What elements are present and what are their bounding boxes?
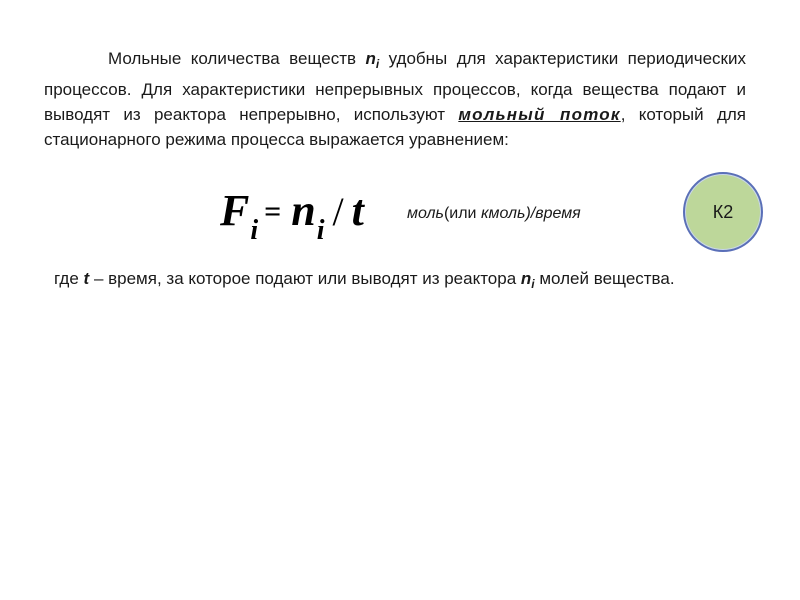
formula-lhs-subscript: i — [250, 215, 259, 246]
variable-n-subscript: i — [375, 57, 380, 71]
note-text-part2: – время, за которое подают или выводят из реактора — [89, 269, 521, 288]
main-text-part1: Мольные количества веществ — [108, 49, 366, 68]
formula-units — [407, 205, 581, 223]
units-mol: моль — [407, 205, 444, 222]
variable-t: t — [83, 269, 90, 288]
units-kmol-time: кмоль)/время — [480, 205, 581, 222]
note-text-part3: молей вещества. — [534, 269, 675, 288]
main-text-part3: , который для стационарного режима процесса выражается уравнением: — [44, 105, 746, 149]
formula-denominator: t — [351, 186, 364, 235]
formula-slash: / — [332, 189, 344, 234]
formula-lhs: F — [220, 186, 250, 235]
k2-badge[interactable] — [683, 172, 763, 252]
note-paragraph — [54, 266, 714, 297]
main-paragraph — [44, 46, 746, 152]
units-or: (или — [443, 205, 481, 222]
note-text-part1: где — [54, 269, 84, 288]
formula-numerator-subscript: i — [316, 215, 325, 246]
formula-molar-flow — [220, 186, 364, 248]
main-text-part2: удобны для характеристики периодических процессов. Для характеристики непрерывных процессов, когда вещества подают и выводят из реактора непрерывно, используют — [44, 49, 746, 124]
note-variable-n-subscript: i — [531, 277, 535, 291]
variable-n: n — [365, 49, 376, 68]
formula-equals: = — [264, 195, 282, 228]
k2-badge-label: К2 — [712, 201, 734, 222]
term-molar-flow: мольный поток — [458, 105, 621, 124]
formula-numerator: n — [291, 186, 316, 235]
note-variable-n: n — [520, 269, 532, 288]
